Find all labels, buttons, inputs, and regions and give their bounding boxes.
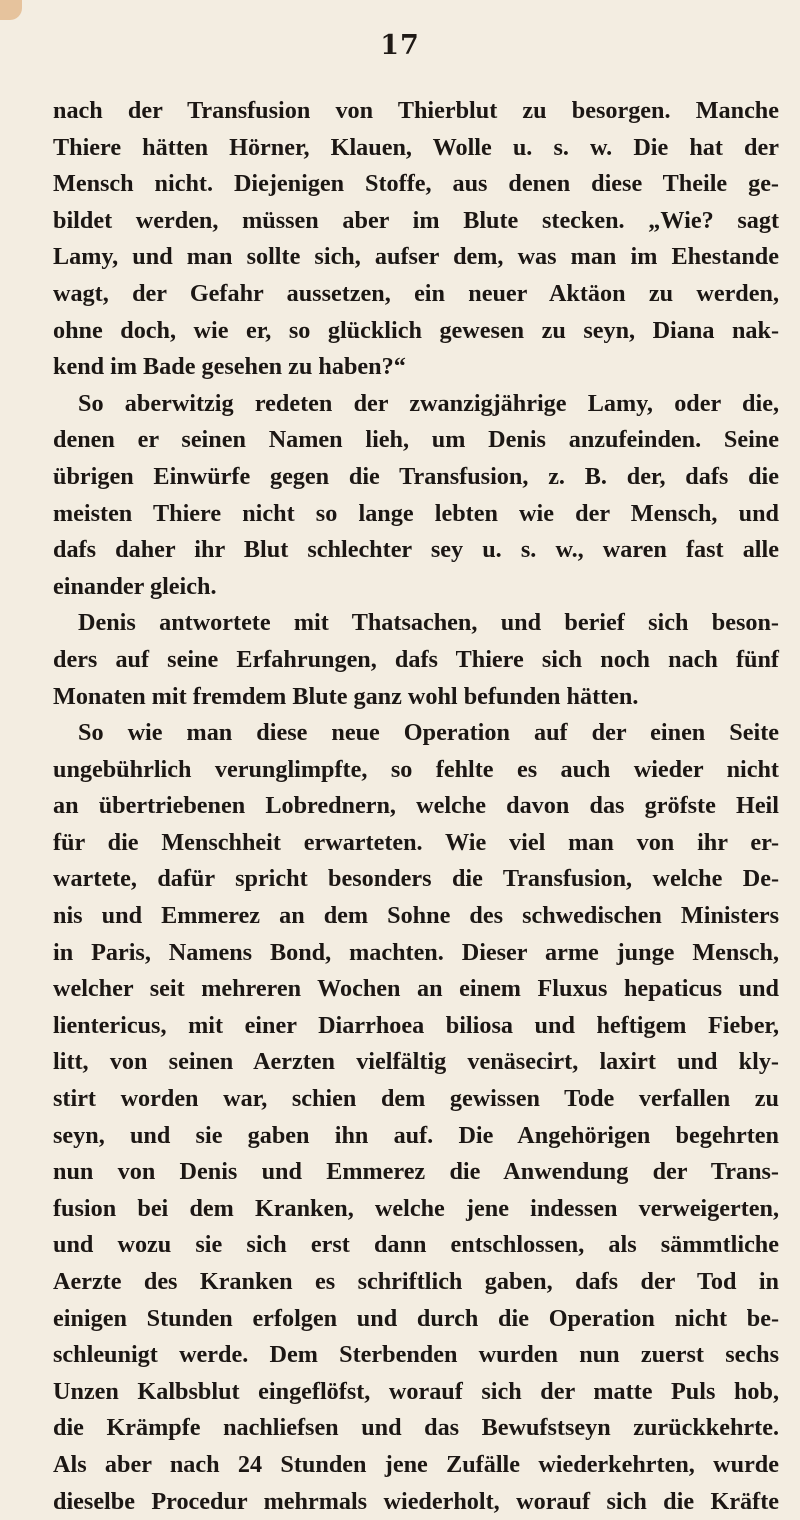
text-line: lientericus, mit einer Diarrhoea biliosa und heftigem Fieber, bbox=[53, 1011, 779, 1039]
text-line: in Paris, Namens Bond, machten. Dieser arme junge Mensch, bbox=[53, 938, 779, 966]
page-number: 17 bbox=[380, 30, 420, 61]
text-line: übrigen Einwürfe gegen die Transfusion, z. B. der, dafs die bbox=[53, 462, 779, 490]
text-line: Thiere hätten Hörner, Klauen, Wolle u. s. w. Die hat der bbox=[53, 133, 779, 161]
paper-stain bbox=[0, 0, 22, 20]
text-line: nun von Denis und Emmerez die Anwendung der Trans- bbox=[53, 1158, 779, 1186]
text-line: dieselbe Procedur mehrmals wiederholt, worauf sich die Kräfte bbox=[53, 1487, 779, 1515]
text-line: ungebührlich verunglimpfte, so fehlte es auch wieder nicht bbox=[53, 755, 779, 783]
text-line: nach der Transfusion von Thierblut zu besorgen. Manche bbox=[53, 97, 779, 124]
text-line: schleunigt werde. Dem Sterbenden wurden nun zuerst sechs bbox=[53, 1341, 779, 1369]
text-line: einander gleich. bbox=[53, 572, 217, 600]
body-text bbox=[53, 93, 779, 1520]
text-line: fusion bei dem Kranken, welche jene indessen verweigerten, bbox=[53, 1194, 779, 1222]
text-line: nis und Emmerez an dem Sohne des schwedischen Ministers bbox=[53, 902, 779, 930]
text-line: die Krämpfe nachliefsen und das Bewufstseyn zurückkehrte. bbox=[53, 1414, 779, 1442]
text-line: litt, von seinen Aerzten vielfältig venäsecirt, laxirt und kly- bbox=[53, 1048, 779, 1076]
text-line: kend im Bade gesehen zu haben?“ bbox=[53, 353, 406, 381]
text-line: stirt worden war, schien dem gewissen Tode verfallen zu bbox=[53, 1085, 779, 1113]
text-line: dafs daher ihr Blut schlechter sey u. s. w., waren fast alle bbox=[53, 536, 779, 564]
text-line: Mensch nicht. Diejenigen Stoffe, aus denen diese Theile ge- bbox=[53, 170, 779, 198]
text-line: an übertriebenen Lobrednern, welche davon das gröfste Heil bbox=[53, 792, 779, 820]
text-line: Denis antwortete mit Thatsachen, und berief sich beson- bbox=[78, 609, 779, 637]
text-line: ders auf seine Erfahrungen, dafs Thiere sich noch nach fünf bbox=[53, 645, 779, 673]
text-line: Aerzte des Kranken es schriftlich gaben, dafs der Tod in bbox=[53, 1268, 779, 1295]
text-line: Als aber nach 24 Stunden jene Zufälle wiederkehrten, wurde bbox=[53, 1450, 779, 1478]
text-line: seyn, und sie gaben ihn auf. Die Angehörigen begehrten bbox=[53, 1121, 779, 1149]
text-line: und wozu sie sich erst dann entschlossen, als sämmtliche bbox=[53, 1231, 779, 1259]
text-line: meisten Thiere nicht so lange lebten wie der Mensch, und bbox=[53, 499, 779, 527]
text-line: wartete, dafür spricht besonders die Transfusion, welche De- bbox=[53, 865, 779, 893]
text-line: welcher seit mehreren Wochen an einem Fluxus hepaticus und bbox=[53, 975, 779, 1003]
text-line: einigen Stunden erfolgen und durch die Operation nicht be- bbox=[53, 1304, 779, 1332]
text-line: denen er seinen Namen lieh, um Denis anzufeinden. Seine bbox=[53, 426, 779, 454]
text-line: bildet werden, müssen aber im Blute stecken. „Wie? sagt bbox=[53, 206, 779, 234]
text-line: Monaten mit fremdem Blute ganz wohl befunden hätten. bbox=[53, 682, 639, 710]
text-line: für die Menschheit erwarteten. Wie viel man von ihr er- bbox=[53, 828, 779, 856]
text-line: So wie man diese neue Operation auf der einen Seite bbox=[78, 719, 779, 747]
text-line: ohne doch, wie er, so glücklich gewesen zu seyn, Diana nak- bbox=[53, 316, 779, 344]
text-line: wagt, der Gefahr aussetzen, ein neuer Aktäon zu werden, bbox=[53, 279, 779, 307]
text-line: Lamy, und man sollte sich, aufser dem, was man im Ehestande bbox=[53, 243, 779, 271]
text-line: So aberwitzig redeten der zwanzigjährige Lamy, oder die, bbox=[78, 389, 779, 417]
text-line: Unzen Kalbsblut eingeflöfst, worauf sich der matte Puls hob, bbox=[53, 1377, 779, 1405]
